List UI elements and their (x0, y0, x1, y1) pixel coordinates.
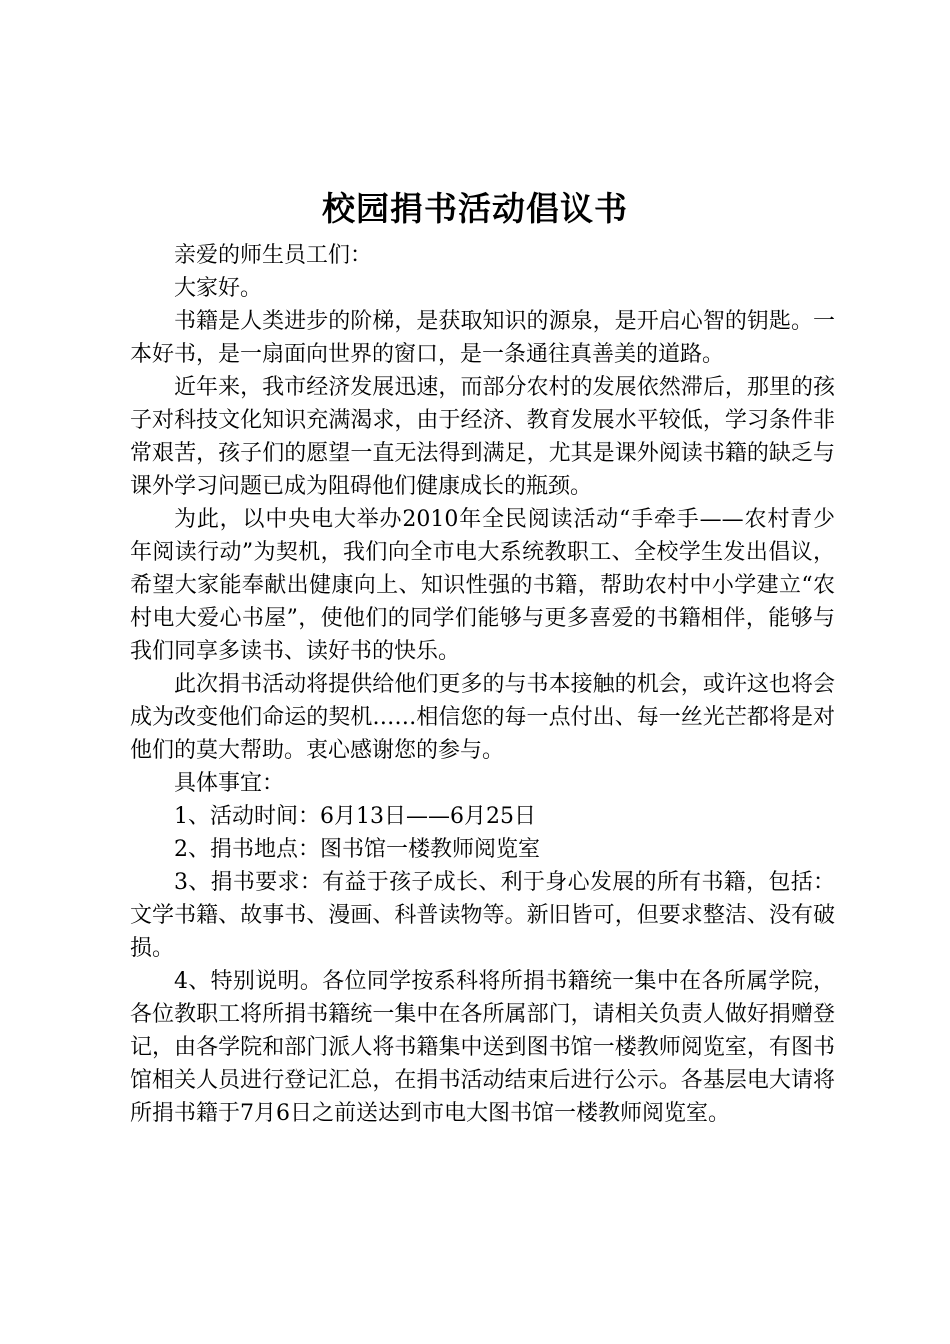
item-donation-requirements: 3、捐书要求：有益于孩子成长、利于身心发展的所有书籍，包括：文学书籍、故事书、漫画、科普读物等。新旧皆可，但要求整洁、没有破损。 (130, 870, 835, 961)
paragraph-purpose: 此次捐书活动将提供给他们更多的与书本接触的机会，或许这也将会成为改变他们命运的契机……相信您的每一点付出、每一丝光芒都将是对他们的莫大帮助。衷心感谢您的参与。 (130, 672, 835, 763)
item-activity-time: 1、活动时间：6月13日——6月25日 (174, 804, 536, 829)
item-donation-location: 2、捐书地点：图书馆一楼教师阅览室 (174, 837, 540, 862)
details-heading: 具体事宜： (174, 771, 285, 796)
item-special-notes: 4、特别说明。各位同学按系科将所捐书籍统一集中在各所属学院，各位教职工将所捐书籍统一集中在各所属部门，请相关负责人做好捐赠登记，由各学院和部门派人将书籍集中送到图书馆一楼教师阅览室，有图书馆相关人员进行登记汇总，在捐书活动结束后进行公示。各基层电大请将所捐书籍于7月6日之前送达到市电大图书馆一楼教师阅览室。 (130, 969, 835, 1126)
document-body (130, 239, 835, 1130)
paragraph-initiative: 为此，以中央电大举办2010年全民阅读活动“手牵手——农村青少年阅读行动”为契机，我们向全市电大系统教职工、全校学生发出倡议，希望大家能奉献出健康向上、知识性强的书籍，帮助农村中小学建立“农村电大爱心书屋”，使他们的同学们能够与更多喜爱的书籍相伴，能够与我们同享多读书、读好书的快乐。 (130, 507, 835, 664)
greeting: 大家好。 (174, 276, 263, 301)
paragraph-background: 近年来，我市经济发展迅速，而部分农村的发展依然滞后，那里的孩子对科技文化知识充满渴求，由于经济、教育发展水平较低，学习条件非常艰苦，孩子们的愿望一直无法得到满足，尤其是课外阅读书籍的缺乏与课外学习问题已成为阻碍他们健康成长的瓶颈。 (130, 375, 835, 499)
paragraph-books-intro: 书籍是人类进步的阶梯，是获取知识的源泉，是开启心智的钥匙。一本好书，是一扇面向世界的窗口，是一条通往真善美的道路。 (130, 309, 835, 367)
salutation: 亲爱的师生员工们： (174, 243, 373, 268)
document-title: 校园捐书活动倡议书 (322, 189, 628, 228)
